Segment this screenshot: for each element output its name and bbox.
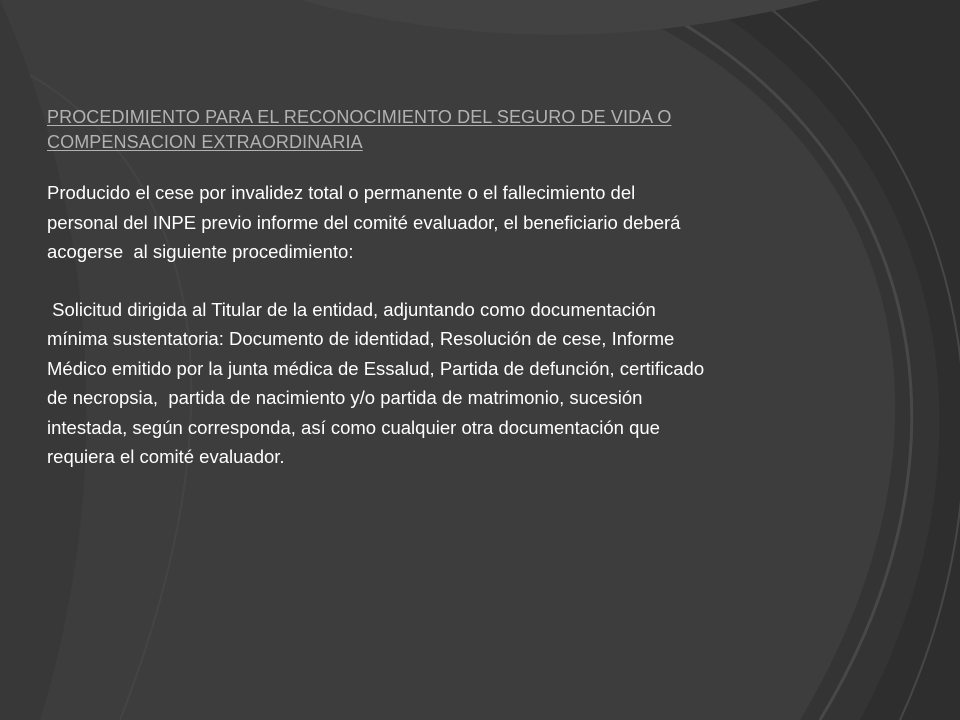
paragraph-line: mínima sustentatoria: Documento de identidad, Resolución de cese, Informe bbox=[47, 328, 675, 349]
intro-paragraph bbox=[47, 178, 902, 267]
paragraph-line: Solicitud dirigida al Titular de la entidad, adjuntando como documentación bbox=[47, 298, 656, 320]
paragraph-line: personal del INPE previo informe del comité evaluador, el beneficiario deberá bbox=[47, 211, 681, 233]
slide-title bbox=[47, 105, 902, 155]
paragraph-line: intestada, según corresponda, así como cualquier otra documentación que bbox=[47, 416, 660, 438]
paragraph-line: Médico emitido por la junta médica de Essalud, Partida de defunción, certificado bbox=[47, 357, 705, 379]
paragraph-line: requiera el comité evaluador. bbox=[47, 446, 285, 467]
requirements-paragraph bbox=[47, 295, 902, 472]
slide-content bbox=[47, 105, 902, 472]
paragraph-line: Producido el cese por invalidez total o permanente o el fallecimiento del bbox=[47, 182, 636, 203]
title-line: PROCEDIMIENTO PARA EL RECONOCIMIENTO DEL SEGURO DE VIDA O bbox=[47, 107, 672, 127]
paragraph-line: acogerse al siguiente procedimiento: bbox=[47, 241, 354, 262]
paragraph-line: de necropsia, partida de nacimiento y/o partida de matrimonio, sucesión bbox=[47, 387, 643, 408]
title-line: COMPENSACION EXTRAORDINARIA bbox=[47, 132, 363, 152]
